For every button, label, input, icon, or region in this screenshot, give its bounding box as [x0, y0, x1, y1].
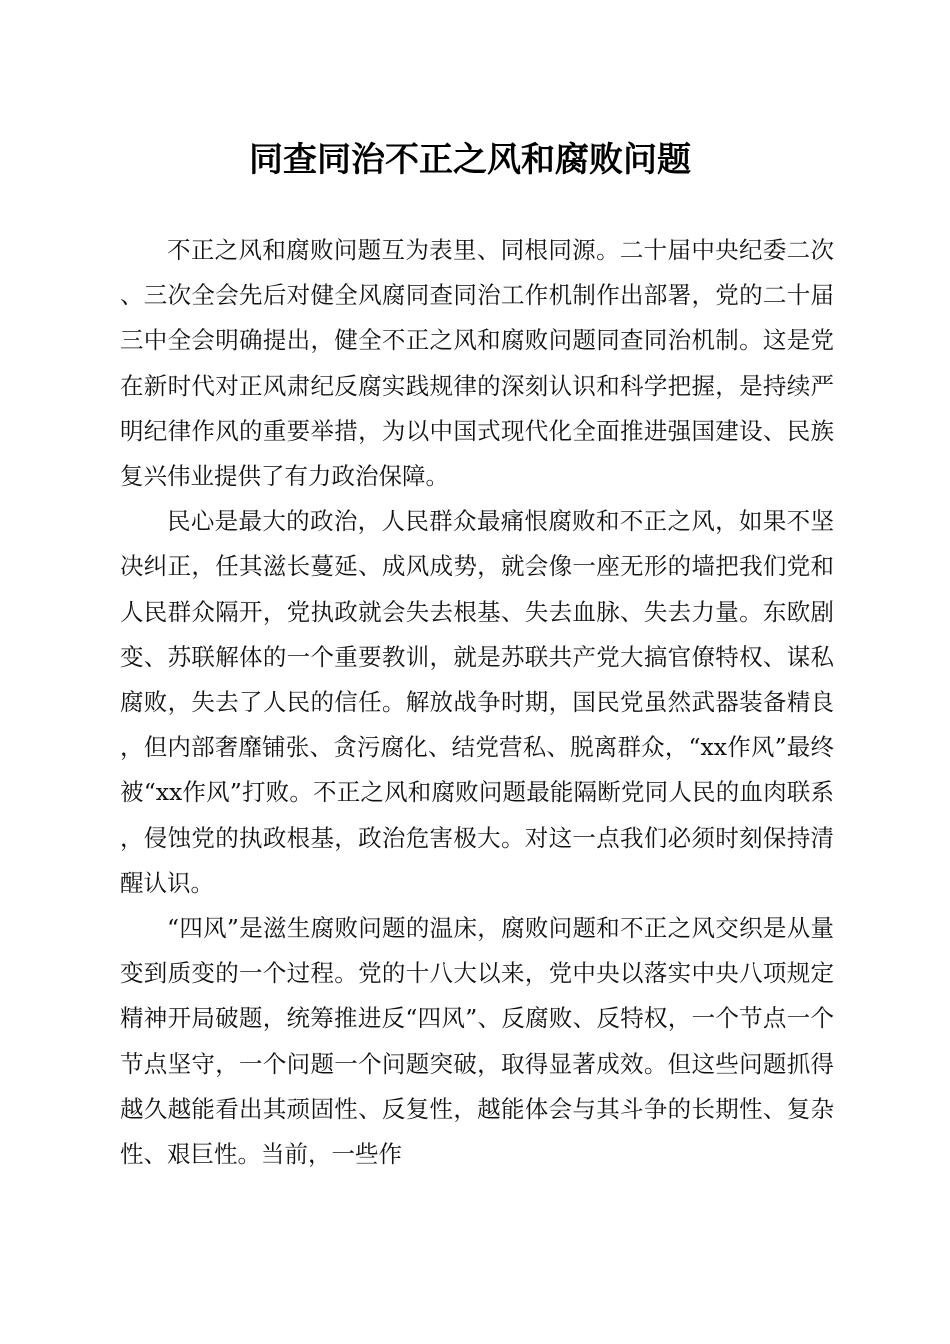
document-body — [120, 228, 834, 1177]
paragraph-3: “四风”是滋生腐败问题的温床，腐败问题和不正之风交织是从量变到质变的一个过程。党的十八大以来，党中央以落实中央八项规定精神开局破题，统筹推进反“四风”、反腐败、反特权，一个节点一个节点坚守，一个问题一个问题突破，取得显著成效。但这些问题抓得越久越能看出其顽固性、反复性，越能体会与其斗争的长期性、复杂性、艰巨性。当前，一些作 — [120, 914, 834, 1169]
paragraph-1: 不正之风和腐败问题互为表里、同根同源。二十届中央纪委二次、三次全会先后对健全风腐同查同治工作机制作出部署，党的二十届三中全会明确提出，健全不正之风和腐败问题同查同治机制。这是党在新时代对正风肃纪反腐实践规律的深刻认识和科学把握，是持续严明纪律作风的重要举措，为以中国式现代化全面推进强国建设、民族复兴伟业提供了有力政治保障。 — [120, 236, 834, 491]
document-title: 同查同治不正之风和腐败问题 — [249, 140, 691, 180]
paragraph-2: 民心是最大的政治，人民群众最痛恨腐败和不正之风，如果不坚决纠正，任其滋长蔓延、成风成势，就会像一座无形的墙把我们党和人民群众隔开，党执政就会失去根基、失去血脉、失去力量。东欧剧变、苏联解体的一个重要教训，就是苏联共产党大搞官僚特权、谋私腐败，失去了人民的信任。解放战争时期，国民党虽然武器装备精良，但内部奢靡铺张、贪污腐化、结党营私、脱离群众，“xx作风”最终被“xx作风”打败。不正之风和腐败问题最能隔断党同人民的血肉联系，侵蚀党的执政根基，政治危害极大。对这一点我们必须时刻保持清醒认识。 — [120, 507, 834, 897]
